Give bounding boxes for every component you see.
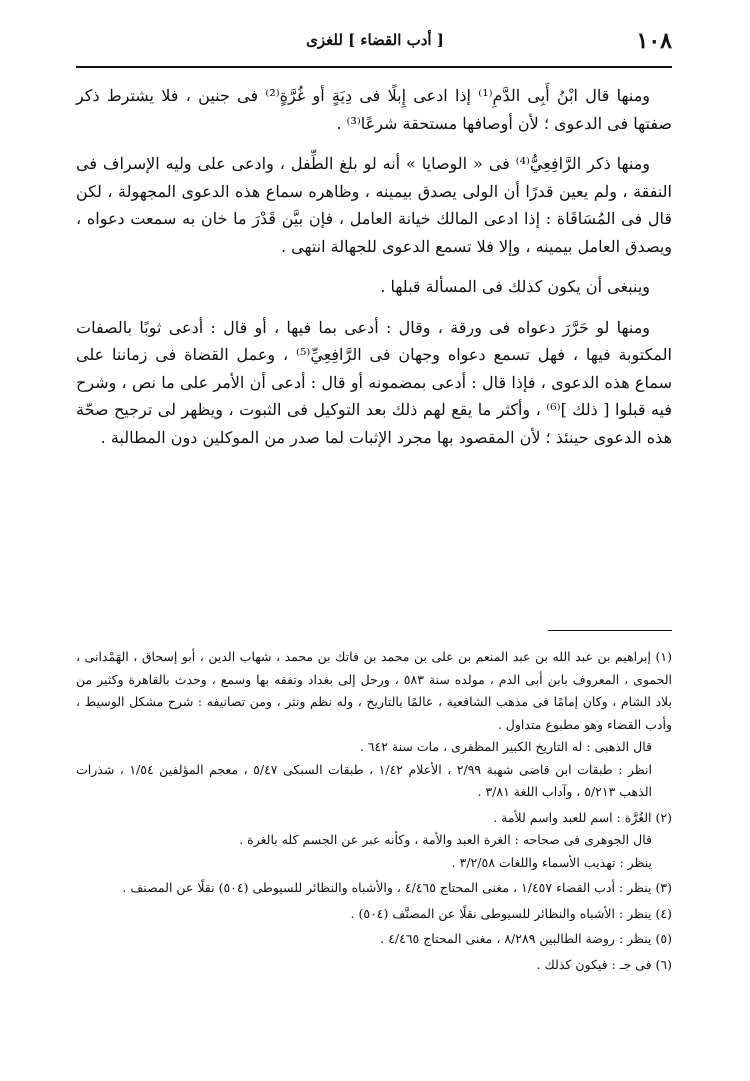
footnote: قال الجوهرى فى صحاحه : الغرة العبد والأمة ، وكأنه عبر عن الجسم كله بالغرة . <box>239 832 652 847</box>
main-text <box>76 82 672 451</box>
header-rule <box>76 66 672 68</box>
paragraph: ومنها قال ابْنُ أَبِى الدَّمِ⁽¹⁾ إذا ادعى إِبلًا فى دِيَةٍ أو غُرَّةٍ⁽²⁾ فى جنين ، فلا يشترط ذكر صفتها فى الدعوى ؛ لأن أوصافها مستحقة شرعًا⁽³⁾ . <box>76 86 672 133</box>
paragraph: ومنها ذكر الرَّافِعِيُّ⁽⁴⁾ فى « الوصايا » أنه لو بلغ الطِّفل ، وادعى على وليه الإسراف فى النفقة ، ولم يعين قدرًا أن الولى يصدق بيمينه ، وظاهره سماع هذه الدعوى المجهولة ، لكن قال فى المُسَاقَاة : إذا ادعى المالك خيانة العامل ، فإن بيَّن قَدْرَ ما خان به سمعت دعواه ، ويصدق العامل بيمينه ، وإلا فلا تسمع الدعوى للجهالة انتهى . <box>76 154 672 256</box>
page-header <box>78 28 672 54</box>
paragraph: ومنها لو حَرَّرَ دعواه فى ورقة ، وقال : أدعى بما فيها ، أو قال : أدعى ثوبًا بالصفات المكتوبة فيها ، فهل تسمع دعواه وجهان فى الرَّافِعِيِّ⁽⁵⁾ ، وعمل القضاة فى زماننا على سماع هذه الدعوى ، فإذا قال : أدعى بمضمونه أو قال : أدعى أن الأمر على ما نص ، وشرح فيه قبلوا [ ذلك ]⁽⁶⁾ ، وأكثر ما يقع لهم ذلك بعد التوكيل فى الثبوت ، ويظهر لى ترجيح صحّة هذه الدعوى حينئذ ؛ لأن المقصود بها مجرد الإثبات لما صدر من الموكلين دون المطالبة . <box>76 317 673 447</box>
paragraph: وينبغى أن يكون كذلك فى المسألة قبلها . <box>380 277 650 296</box>
footnote: (٣) ينظر : أدب القضاء ١/٤٥٧ ، مغنى المحتاج ٤/٤٦٥ ، والأشباه والنظائر للسيوطى (٥٠٤) نقلًا عن المصنف . <box>122 880 672 895</box>
page-number: ١٠٨ <box>636 28 672 54</box>
footnote: (٥) ينظر : روضة الطالبين ٨/٢٨٩ ، مغنى المحتاج ٤/٤٦٥ . <box>380 931 672 946</box>
footnote-rule <box>548 630 672 631</box>
running-title: [ أدب القضاء ] للغزى <box>306 31 444 49</box>
footnote: (٤) ينظر : الأشباه والنظائر للسيوطى نقلًا عن المصنَّف (٥٠٤) . <box>350 905 672 921</box>
footnote: قال الذهبى : له التاريخ الكبير المظفرى ، مات سنة ٦٤٢ . <box>359 739 652 754</box>
footnote: (٢) الغُرَّة : اسم للعبد واسم للأمة . <box>493 809 672 825</box>
footnotes <box>76 646 672 976</box>
footnote: ينظر : تهذيب الأسماء واللغات ٣/٢/٥٨ . <box>451 854 652 870</box>
footnote: (١) إبراهيم بن عبد الله بن عبد المنعم بن على بن محمد بن فاتك بن محمد ، شهاب الدين ، أبو إسحاق ، الهَمْدانى ، الحموى ، المعروف بابن أبى الدم ، مولده سنة ٥٨٣ ، ورحل إلى بغداد وتفقه بها وسمع ، وحدث بالقاهرة وكثير من بلاد الشام ، وكان إمامًا فى مذهب الشافعية ، عالمًا بالتاريخ ، وله نظم ونثر ، ومن تصانيفه : شرح مشكل الوسيط ، وأدب القضاء وهو مطبوع متداول . <box>76 649 672 732</box>
footnote: انظر : طبقات ابن قاضى شهبة ٢/٩٩ ، الأعلام ١/٤٢ ، طبقات السبكى ٥/٤٧ ، معجم المؤلفين ١/٥٤ ، شذرات الذهب ٥/٢١٣ ، وآداب اللغة ٣/٨١ . <box>76 761 653 799</box>
footnote: (٦) فى جـ : فيكون كذلك . <box>536 956 672 972</box>
